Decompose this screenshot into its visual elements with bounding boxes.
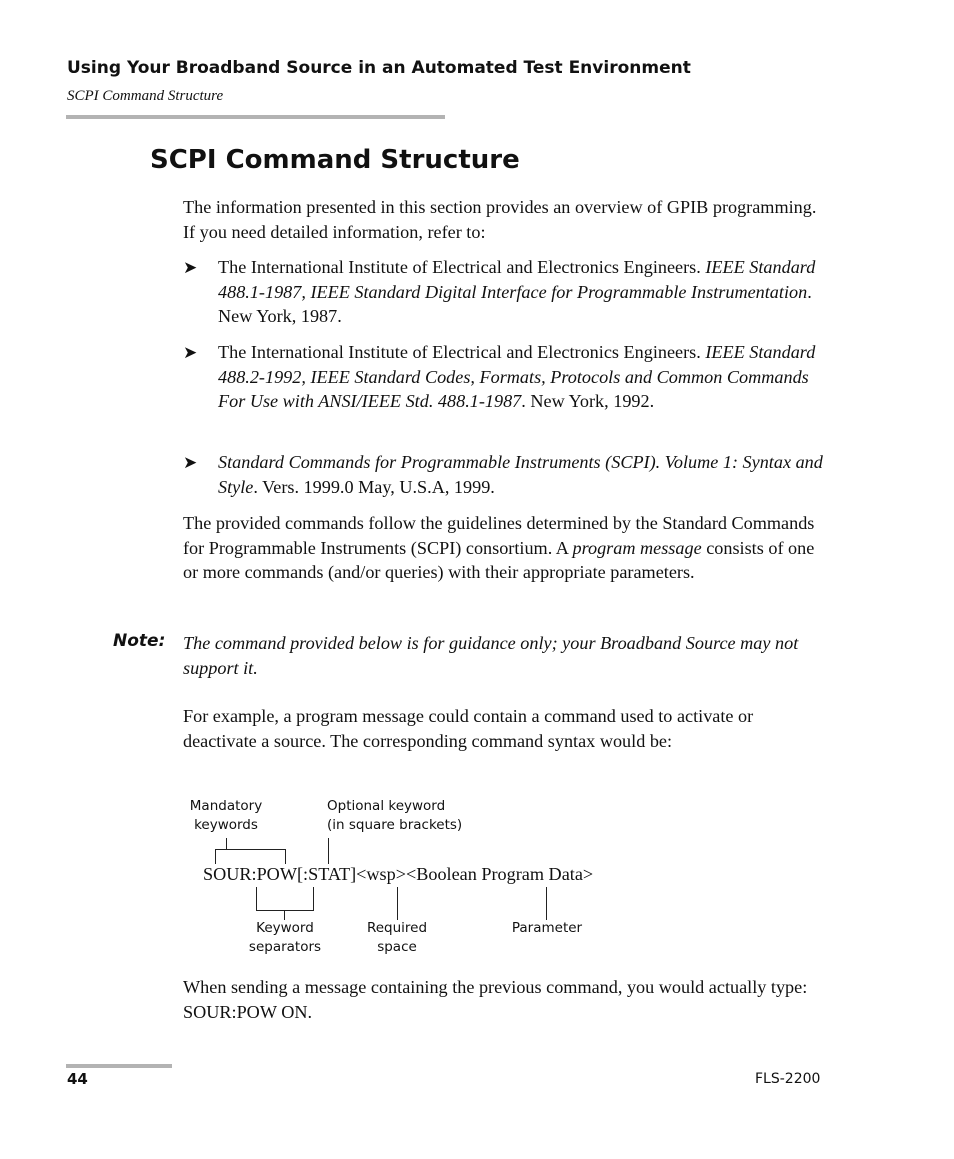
reference-title: Standard Commands for Programmable Instruments (SCPI). Volume 1: Syntax and Style (218, 452, 823, 497)
bullet-arrow-icon: ➤ (183, 343, 198, 362)
parameter-pointer (546, 887, 547, 920)
mandatory-bracket-bar (215, 849, 286, 850)
label-line: Parameter (511, 920, 583, 936)
example-paragraph: For example, a program message could contain a command used to activate or deactivate a source. The corresponding command syntax would be: (183, 706, 754, 751)
label-optional-keyword (327, 797, 462, 835)
guidelines-paragraph (183, 511, 823, 585)
label-line: Required (366, 920, 428, 936)
space-pointer (397, 887, 398, 920)
product-model: FLS-2200 (755, 1071, 821, 1087)
note-text: The command provided below is for guidance only; your Broadband Source may not support it. (183, 633, 799, 678)
chapter-title: Using Your Broadband Source in an Automated Test Environment (67, 58, 691, 78)
header-divider (66, 115, 445, 119)
footer-divider (66, 1064, 172, 1068)
reference-text: The International Institute of Electrical and Electronics Engineers. (218, 257, 706, 277)
term-program-message: program message (572, 537, 702, 558)
intro-paragraph: The information presented in this section provides an overview of GPIB programming. If you need detailed information, refer to: (183, 197, 817, 242)
running-section-title: SCPI Command Structure (67, 88, 224, 104)
reference-details: . New York, 1987. (218, 281, 812, 327)
separators-bracket-right (313, 887, 314, 911)
closing-paragraph: When sending a message containing the previous command, you would actually type: SOUR:POW ON. (183, 977, 808, 1022)
label-required-space (357, 919, 437, 957)
reference-title: IEEE Standard 488.2-1992, IEEE Standard Codes, Formats, Protocols and Common Commands For Use with ANSI/IEEE Std. 488.1-1987 (218, 342, 816, 412)
label-mandatory-keywords (178, 797, 274, 835)
label-line: keywords (194, 817, 258, 833)
label-line: separators (248, 939, 322, 955)
label-line: (in square brackets) (327, 817, 463, 833)
reference-item (218, 255, 823, 329)
optional-pointer (328, 838, 329, 864)
reference-details: . New York, 1992. (521, 391, 655, 412)
reference-item (218, 340, 823, 414)
bullet-arrow-icon: ➤ (183, 258, 198, 277)
mandatory-bracket-left (215, 849, 216, 864)
separators-bracket-left (256, 887, 257, 911)
note-label: Note: (113, 631, 166, 651)
guidelines-text: The provided commands follow the guidelines determined by the Standard Commands for Programmable Instruments (SCPI) consortium. A (183, 513, 815, 558)
page-number: 44 (67, 1070, 88, 1088)
label-line: space (377, 939, 417, 955)
separators-bracket-bar (256, 910, 314, 911)
mandatory-bracket-right (285, 849, 286, 864)
bullet-arrow-icon: ➤ (183, 453, 198, 472)
reference-item (218, 450, 823, 499)
label-parameter (502, 919, 592, 938)
reference-text: The International Institute of Electrical and Electronics Engineers. (218, 342, 706, 362)
label-line: Keyword (256, 920, 314, 936)
label-keyword-separators (240, 919, 330, 957)
reference-details: . Vers. 1999.0 May, U.S.A, 1999. (253, 476, 495, 497)
command-syntax: SOUR:POW[:STAT]<wsp><Boolean Program Data> (203, 864, 594, 884)
label-line: Mandatory (189, 798, 263, 814)
label-line: Optional keyword (327, 798, 446, 814)
guidelines-text-end: consists of one or more commands (and/or queries) with their appropriate parameters. (183, 537, 815, 583)
reference-title: IEEE Standard 488.1-1987, IEEE Standard Digital Interface for Programmable Instrumentation (218, 257, 816, 302)
section-heading: SCPI Command Structure (150, 145, 520, 175)
